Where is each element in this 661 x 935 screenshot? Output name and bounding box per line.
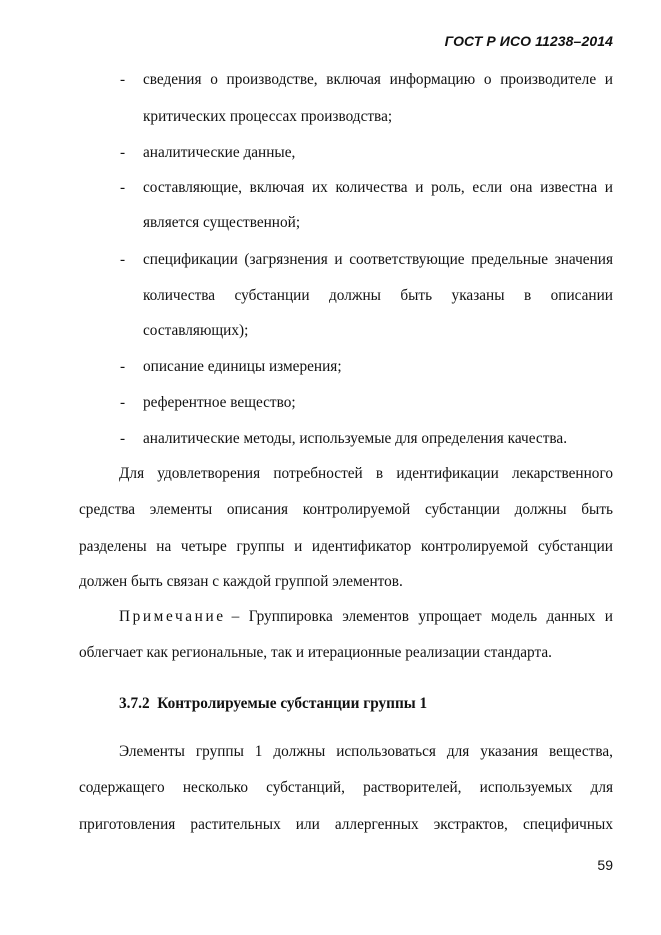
note-line-1 xyxy=(119,607,613,627)
list-dash: - xyxy=(120,430,126,447)
list-dash: - xyxy=(120,358,126,375)
list-dash: - xyxy=(120,251,126,268)
section-number: 3.7.2 xyxy=(119,695,150,712)
list-item-1-line-2: критических процессах производства; xyxy=(143,108,393,125)
list-item-2-line-1: аналитические данные, xyxy=(143,144,296,161)
list-item-4-line-2: количества субстанции должны быть указаны в описании xyxy=(143,287,613,304)
section-title: Контролируемые субстанции группы 1 xyxy=(157,695,428,712)
paragraph-1-line-4: должен быть связан с каждой группой элементов. xyxy=(79,573,403,590)
list-dash: - xyxy=(120,144,126,161)
list-item-1-line-1: сведения о производстве, включая информацию о производителе и xyxy=(143,71,613,88)
list-item-3-line-1: составляющие, включая их количества и роль, если она известна и xyxy=(143,179,613,196)
paragraph-1-line-3: разделены на четыре группы и идентификатор контролируемой субстанции xyxy=(79,538,613,555)
note-label: Примечание xyxy=(119,608,226,625)
list-dash: - xyxy=(120,179,126,196)
paragraph-1-line-1: Для удовлетворения потребностей в идентификации лекарственного xyxy=(119,465,613,482)
section-heading xyxy=(119,694,427,714)
list-dash: - xyxy=(120,71,126,88)
note-line-2: облегчает как региональные, так и итерационные реализации стандарта. xyxy=(79,644,552,661)
paragraph-1-line-2: средства элементы описания контролируемой субстанции должны быть xyxy=(79,501,613,518)
page-number: 59 xyxy=(597,857,613,873)
paragraph-2-line-3: приготовления растительных или аллергенных экстрактов, специфичных xyxy=(79,816,613,833)
list-item-6-line-1: референтное вещество; xyxy=(143,394,296,411)
paragraph-2-line-2: содержащего несколько субстанций, растворителей, используемых для xyxy=(79,779,613,796)
list-item-4-line-1: спецификации (загрязнения и соответствующие предельные значения xyxy=(143,251,613,268)
list-item-4-line-3: составляющих); xyxy=(143,322,249,339)
list-item-5-line-1: описание единицы измерения; xyxy=(143,358,342,375)
list-item-7-line-1: аналитические методы, используемые для определения качества. xyxy=(143,430,568,447)
list-dash: - xyxy=(120,394,126,411)
paragraph-2-line-1: Элементы группы 1 должны использоваться для указания вещества, xyxy=(119,743,613,760)
note-text-1: – Группировка элементов упрощает модель данных и xyxy=(231,608,613,625)
list-item-3-line-2: является существенной; xyxy=(143,214,301,231)
document-header: ГОСТ Р ИСО 11238–2014 xyxy=(444,33,613,49)
